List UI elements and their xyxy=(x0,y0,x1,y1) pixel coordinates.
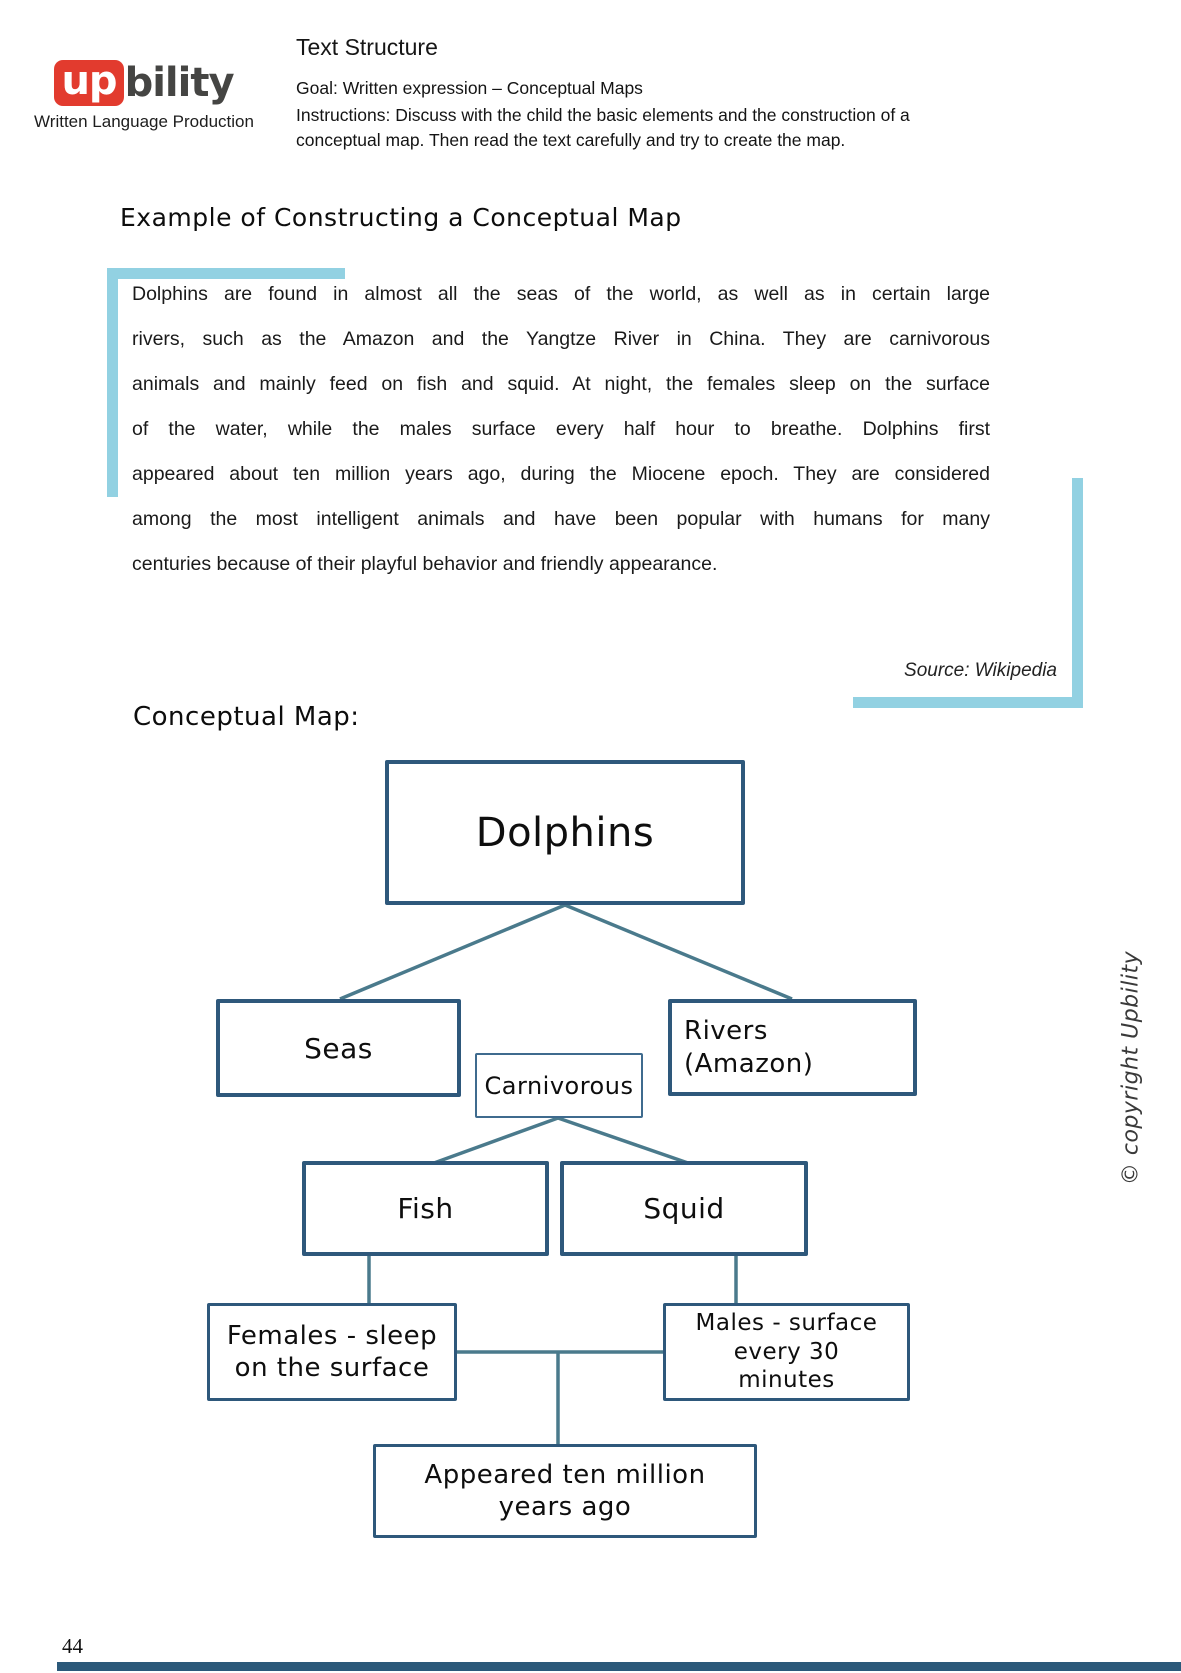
paragraph-line: centuries because of their playful behavior and friendly appearance. xyxy=(132,553,718,575)
copyright-vertical-text: © copyright Upbility xyxy=(1118,950,1144,1186)
link-carnivorous-squid xyxy=(558,1118,688,1163)
link-dolphins-seas xyxy=(340,905,565,999)
node-squid xyxy=(560,1161,808,1256)
paragraph-line: of the water, while the males surface every half hour to breathe. Dolphins first xyxy=(132,418,990,440)
node-carnivorous-label: Carnivorous xyxy=(484,1071,634,1100)
node-appeared xyxy=(373,1444,757,1538)
node-carnivorous xyxy=(475,1053,643,1118)
node-seas-label: Seas xyxy=(304,1031,373,1065)
node-dolphins xyxy=(385,760,745,905)
node-seas xyxy=(216,999,461,1097)
logo-bility-text: bility xyxy=(124,60,234,106)
node-males-label-line2: every 30 xyxy=(733,1338,840,1365)
node-fish-label: Fish xyxy=(397,1192,454,1225)
node-dolphins-label: Dolphins xyxy=(475,809,655,856)
paragraph-line: among the most intelligent animals and have been popular with humans for many xyxy=(132,508,990,530)
paragraph-line: rivers, such as the Amazon and the Yangtze River in China. They are carnivorous xyxy=(132,328,990,350)
link-carnivorous-fish xyxy=(434,1118,558,1163)
example-heading: Example of Constructing a Conceptual Map xyxy=(120,203,682,232)
node-females-label-line2: on the surface xyxy=(234,1353,430,1383)
example-paragraph xyxy=(132,272,990,587)
node-squid-label: Squid xyxy=(643,1192,725,1225)
node-rivers-label-line1: Rivers xyxy=(684,1016,768,1046)
quote-bracket-bottom xyxy=(853,697,1083,708)
node-appeared-label-line1: Appeared ten million xyxy=(424,1459,706,1490)
goal-text: Goal: Written expression – Conceptual Maps xyxy=(296,78,643,98)
node-males xyxy=(663,1303,910,1401)
source-attribution: Source: Wikipedia xyxy=(904,660,1057,681)
node-appeared-label-line2: years ago xyxy=(498,1492,632,1522)
page-number: 44 xyxy=(62,1634,83,1658)
node-males-label-line3: minutes xyxy=(738,1367,835,1394)
upbility-logo xyxy=(28,60,260,132)
quote-bracket-right xyxy=(1072,478,1083,707)
footer-accent-bar xyxy=(57,1662,1181,1671)
node-fish xyxy=(302,1161,549,1256)
paragraph-line: animals and mainly feed on fish and squid. At night, the females sleep on the surface xyxy=(132,373,990,395)
conceptual-map-heading: Conceptual Map: xyxy=(133,702,360,732)
node-females-label-line1: Females - sleep xyxy=(226,1320,438,1351)
quote-bracket-left xyxy=(107,268,118,497)
logo-up-badge: up xyxy=(54,60,123,106)
paragraph-line: appeared about ten million years ago, during the Miocene epoch. They are considered xyxy=(132,463,990,485)
page-title: Text Structure xyxy=(296,34,438,60)
logo-wordmark xyxy=(54,60,233,106)
instructions-text: Instructions: Discuss with the child the basic elements and the construction of a conceptual map. Then read the text carefully and try to create the map. xyxy=(296,105,910,150)
logo-tagline: Written Language Production xyxy=(34,112,254,131)
node-rivers-label-line2: (Amazon) xyxy=(684,1048,814,1079)
node-rivers xyxy=(668,999,917,1096)
link-dolphins-rivers xyxy=(565,905,792,999)
paragraph-line: Dolphins are found in almost all the seas of the world, as well as in certain large xyxy=(132,283,990,305)
node-females xyxy=(207,1303,457,1401)
node-males-label-line1: Males - surface xyxy=(695,1309,878,1336)
